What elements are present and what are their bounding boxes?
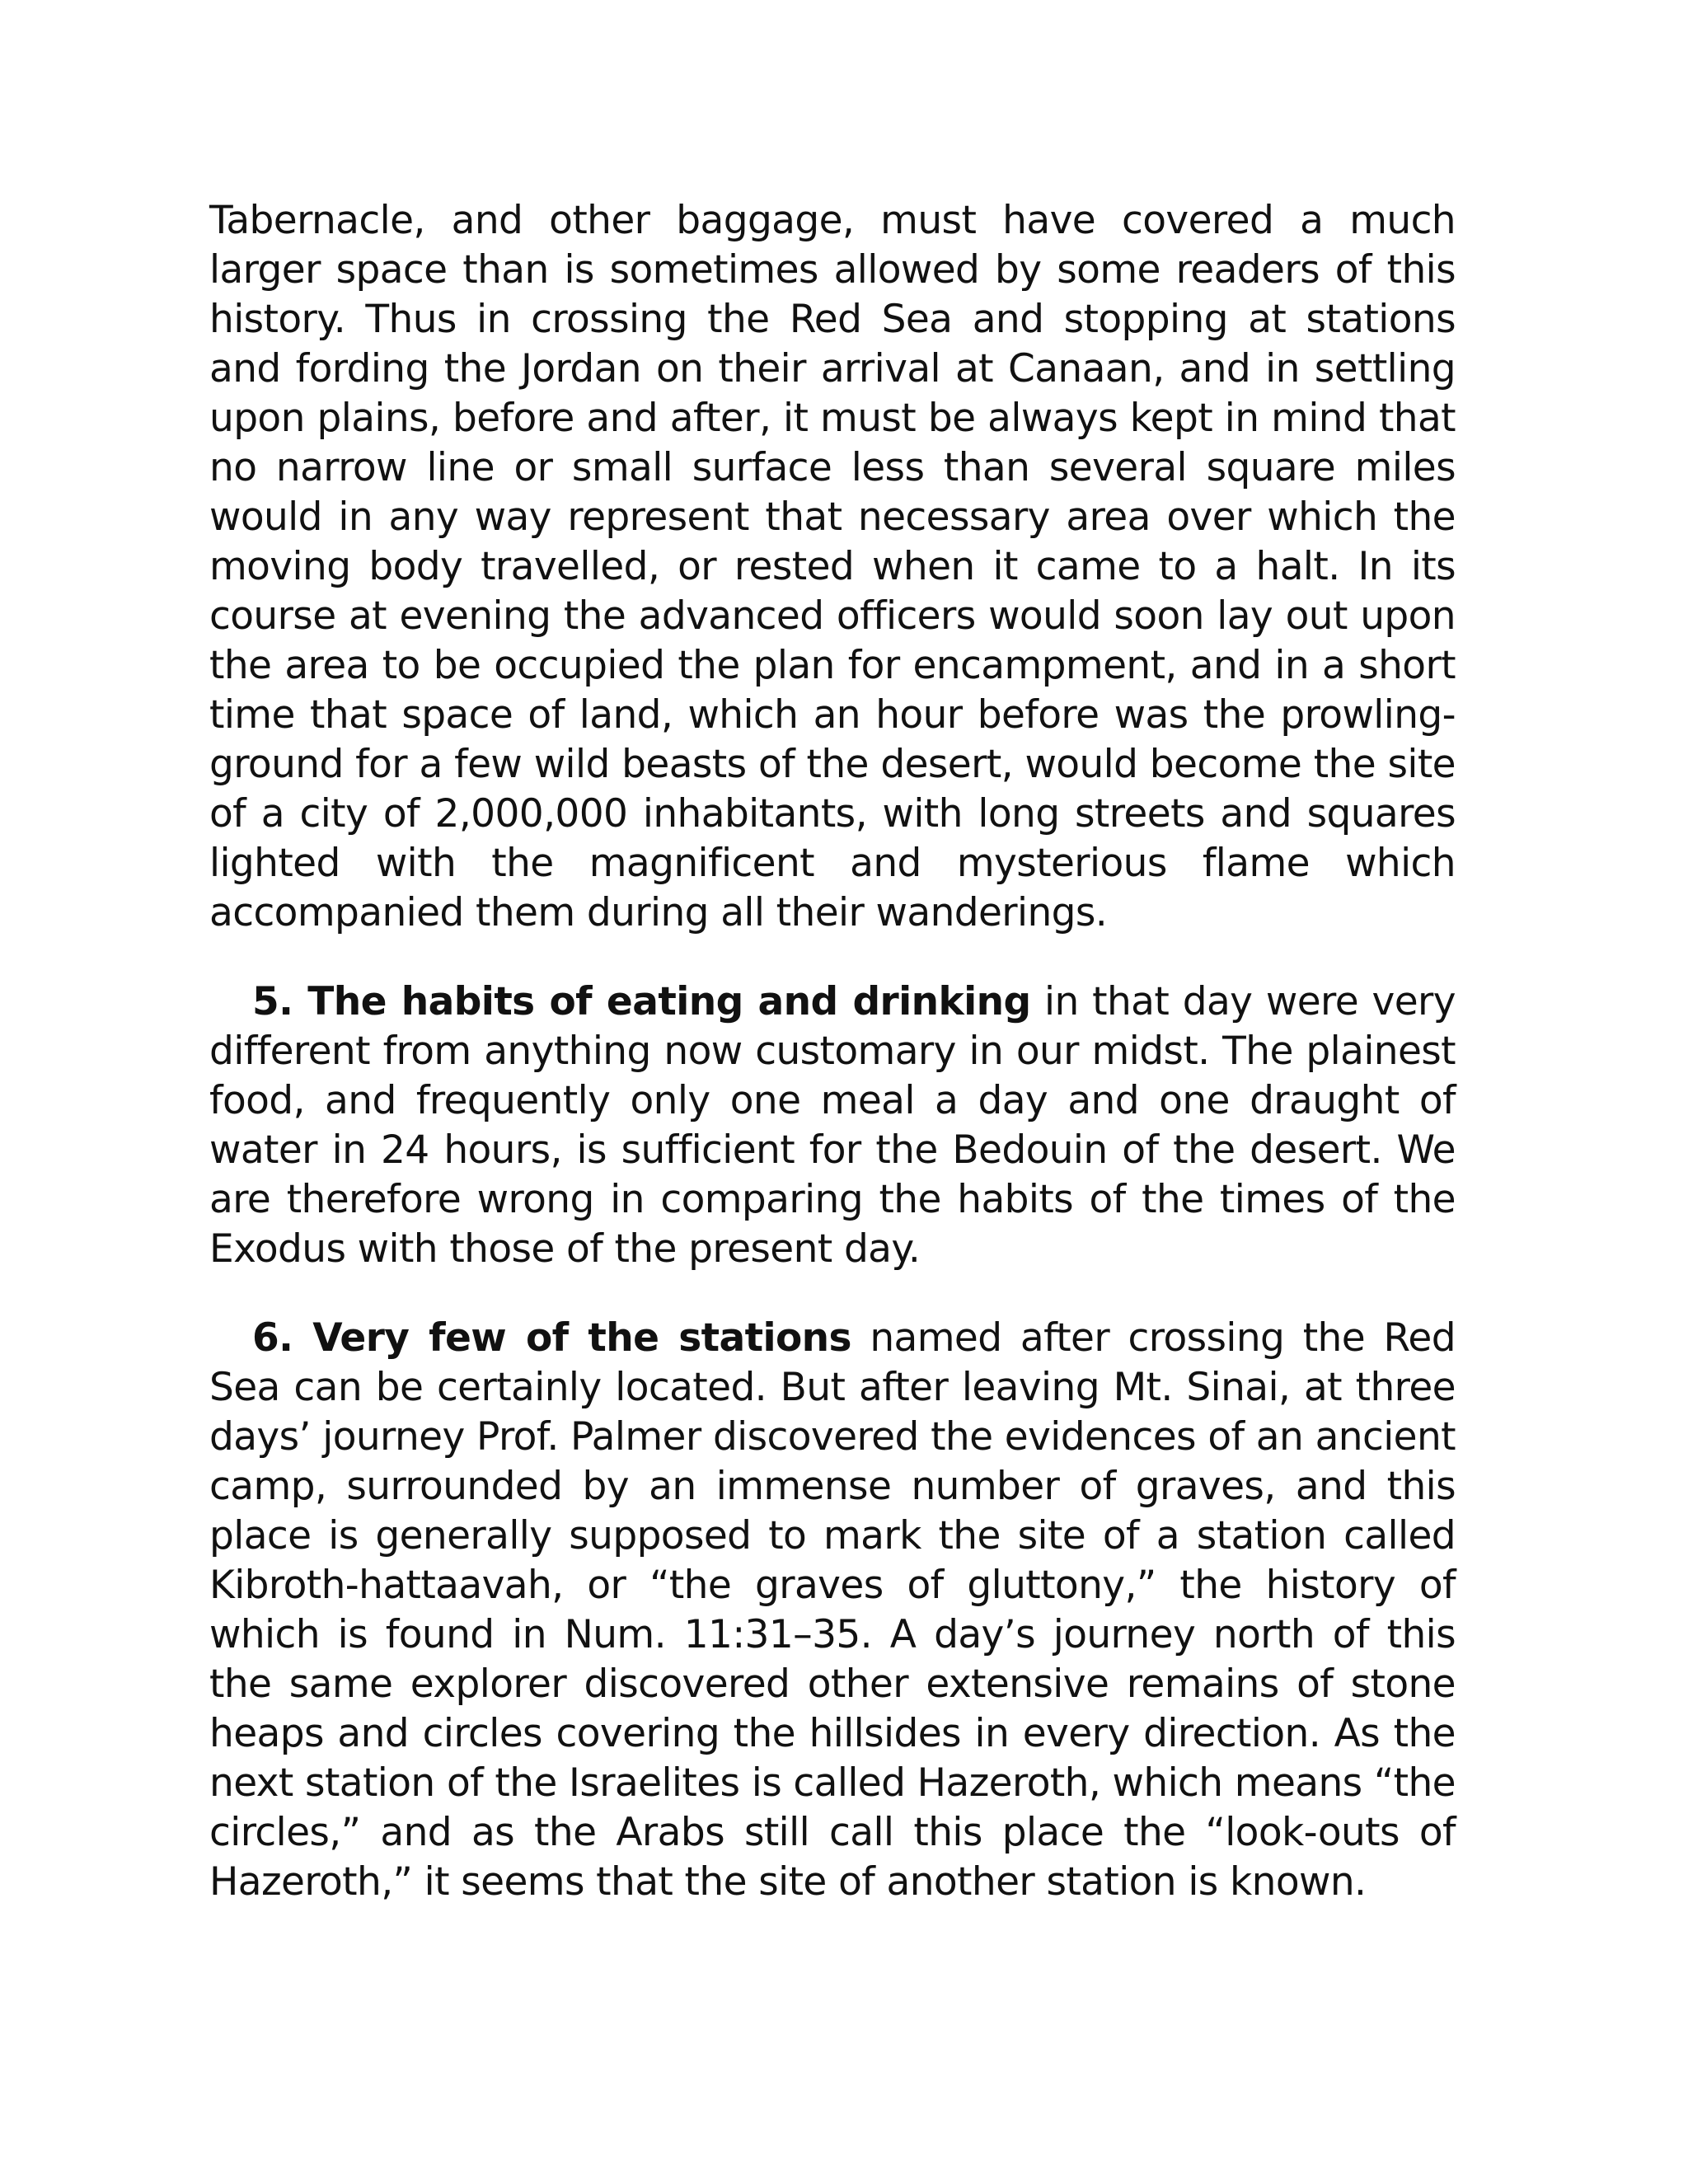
document-page <box>209 196 1456 1907</box>
paragraph-stations <box>209 1314 1456 1907</box>
paragraph-text: in that day were very different from anything now customary in our midst. The plainest food, and frequently only one meal a day and one draught of water in 24 hours, is sufficient for the Bedouin of the desert. We are therefore wrong in comparing the habits of the times of the Exodus with those of the present day. <box>209 979 1456 1272</box>
paragraph-text: Tabernacle, and other baggage, must have covered a much larger space than is sometimes allowed by some readers of this history. Thus in crossing the Red Sea and stopping at stations and fording the Jordan on their arrival at Canaan, and in settling upon plains, before and after, it must be always kept in mind that no narrow line or small surface less than several square miles would in any way represent that necessary area over which the moving body travelled, or rested when it came to a halt. In its course at evening the advanced officers would soon lay out upon the area to be occupied the plan for encampment, and in a short time that space of land, which an hour before was the prowling-ground for a few wild beasts of the desert, would become the site of a city of 2,000,000 inhabitants, with long streets and squares lighted with the magnificent and mysterious flame which accompanied them during all their wanderings. <box>209 198 1456 935</box>
paragraph-continuation <box>209 196 1456 938</box>
paragraph-heading: 6. Very few of the stations <box>252 1315 851 1361</box>
paragraph-eating-drinking <box>209 977 1456 1274</box>
paragraph-text: named after crossing the Red Sea can be certainly located. But after leaving Mt. Sinai, at three days’ journey Prof. Palmer discovered the evidences of an ancient camp, surrounded by an immense number of graves, and this place is generally supposed to mark the site of a station called Kibroth-hattaavah, or “the graves of gluttony,” the history of which is found in Num. 11:31–35. A day’s journey north of this the same explorer discovered other extensive remains of stone heaps and circles covering the hillsides in every direction. As the next station of the Israelites is called Hazeroth, which means “the circles,” and as the Arabs still call this place the “look-outs of Hazeroth,” it seems that the site of another station is known. <box>209 1315 1456 1905</box>
paragraph-heading: 5. The habits of eating and drinking <box>252 979 1031 1024</box>
